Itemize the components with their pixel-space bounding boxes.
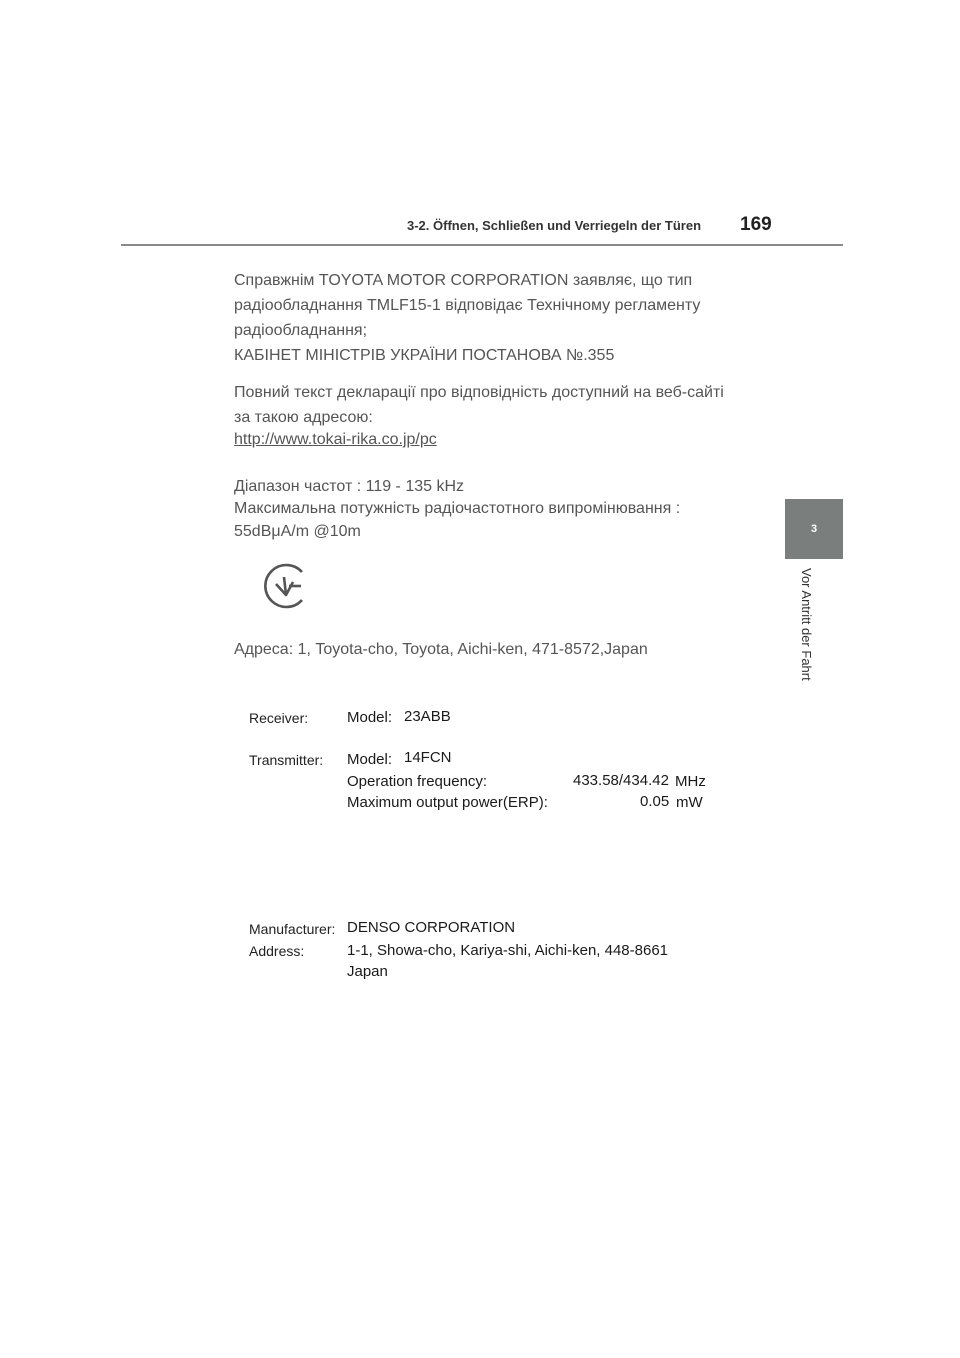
operation-frequency-unit: MHz [675, 773, 706, 790]
full-text-line: Повний текст декларації про відповідність доступний на веб-сайті [234, 384, 724, 401]
max-power-label: Максимальна потужність радіочастотного випромінювання : [234, 500, 681, 517]
ukrainian-conformity-mark-icon [262, 561, 312, 611]
ukraine-address: Адреса: 1, Toyota-cho, Toyota, Aichi-ken, 471-8572,Japan [234, 641, 648, 658]
chapter-title: Vor Antritt der Fahrt [799, 568, 814, 681]
header-divider [121, 244, 843, 246]
declaration-url-line [234, 431, 437, 449]
frequency-range: Діапазон частот : 119 - 135 kHz [234, 478, 465, 495]
transmitter-model: 14FCN [404, 749, 452, 766]
declaration-link[interactable]: http://www.tokai-rika.co.jp/pc [234, 431, 437, 448]
section-title: 3-2. Öffnen, Schließen und Verriegeln der Türen [407, 218, 702, 233]
receiver-model-label: Model: [347, 709, 393, 726]
max-power-value: 55dBμA/m @10m [234, 523, 361, 540]
full-text-line: за такою адресою: [234, 409, 373, 426]
page-number: 169 [740, 214, 772, 235]
manufacturer-address: 1-1, Showa-cho, Kariya-shi, Aichi-ken, 448-8661 [347, 942, 669, 959]
declaration-line: радіообладнання; [234, 322, 368, 339]
chapter-tab[interactable]: 3 [785, 499, 843, 559]
max-output-label: Maximum output power(ERP): [347, 794, 548, 811]
receiver-label: Receiver: [249, 710, 309, 726]
receiver-model: 23ABB [404, 708, 451, 725]
transmitter-model-label: Model: [347, 751, 393, 768]
transmitter-label: Transmitter: [249, 752, 324, 768]
operation-frequency-value: 433.58/434.42 [573, 772, 669, 789]
manufacturer-label: Manufacturer: [249, 921, 336, 937]
operation-frequency-label: Operation frequency: [347, 773, 488, 790]
declaration-line: КАБІНЕТ МІНІСТРІВ УКРАЇНИ ПОСТАНОВА №.355 [234, 347, 615, 364]
declaration-line: радіообладнання TMLF15-1 відповідає Технічному регламенту [234, 297, 701, 314]
manufacturer-country: Japan [347, 963, 388, 980]
max-output-value: 0.05 [640, 793, 670, 810]
address-label: Address: [249, 943, 305, 959]
max-output-unit: mW [676, 794, 703, 811]
manufacturer-name: DENSO CORPORATION [347, 919, 516, 936]
declaration-line: Справжнім TOYOTA MOTOR CORPORATION заявляє, що тип [234, 272, 693, 289]
